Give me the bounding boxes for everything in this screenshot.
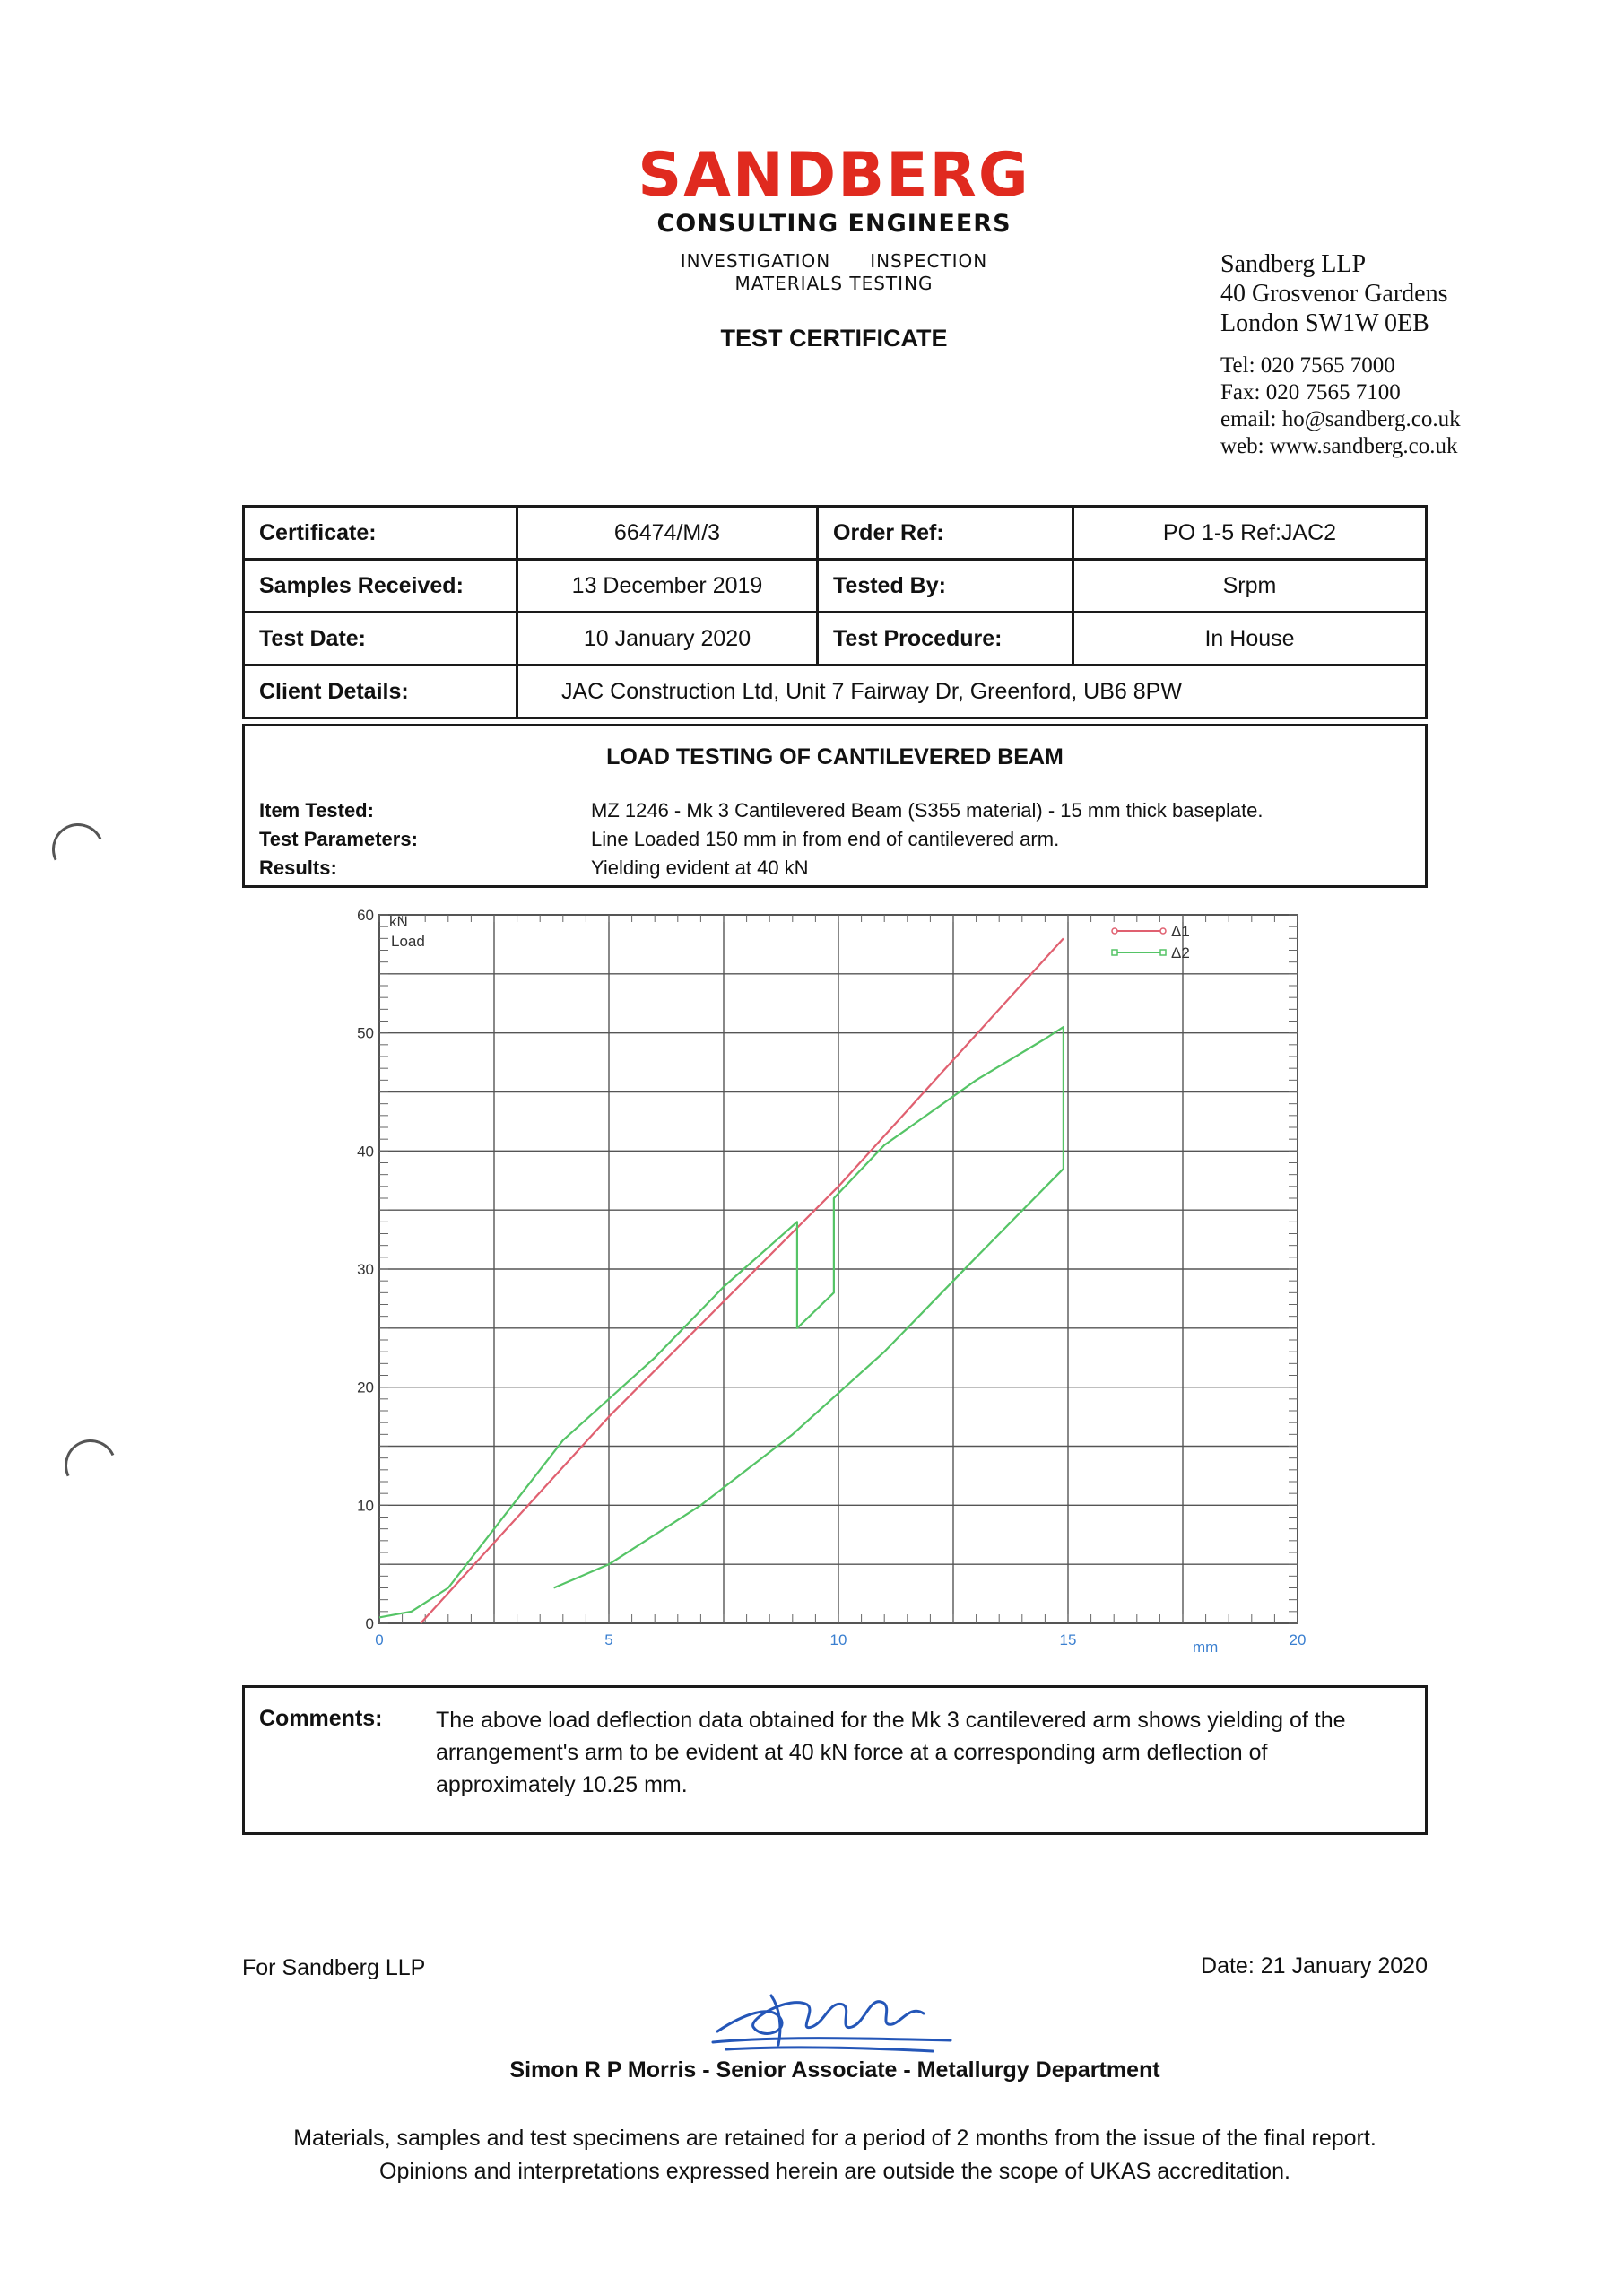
test-date-value: 10 January 2020 <box>517 613 818 665</box>
chart-series <box>379 938 1064 1623</box>
footer-note-2: Opinions and interpretations expressed herein are outside the scope of UKAS accreditation. <box>379 2159 1290 2184</box>
footer-note-1: Materials, samples and test specimens are retained for a period of 2 months from the issue of the final report. <box>293 2126 1376 2151</box>
series-line-1 <box>421 938 1064 1623</box>
legend-entry-1: Δ1 <box>1171 923 1190 940</box>
address-line-2: 40 Grosvenor Gardens <box>1220 280 1448 308</box>
x-unit-label: mm <box>1193 1639 1219 1656</box>
address-block <box>1220 249 1448 338</box>
company-name: SANDBERG <box>638 140 1030 211</box>
contact-web: web: www.sandberg.co.uk <box>1220 434 1458 458</box>
test-heading: LOAD TESTING OF CANTILEVERED BEAM <box>606 744 1064 770</box>
test-parameters-value: Line Loaded 150 mm in from end of cantilevered arm. <box>591 828 1060 850</box>
x-tick-label: 0 <box>375 1631 384 1648</box>
table-row <box>244 507 1427 560</box>
y-tick-label: 10 <box>357 1497 374 1515</box>
service-inspection: INSPECTION <box>870 250 988 272</box>
legend-marker-1 <box>1160 928 1166 934</box>
order-ref-value: PO 1-5 Ref:JAC2 <box>1073 507 1427 560</box>
table-row <box>244 613 1427 665</box>
test-date-label: Test Date: <box>244 613 517 665</box>
legend-marker-2 <box>1160 950 1166 955</box>
order-ref-label: Order Ref: <box>818 507 1073 560</box>
contact-tel: Tel: 020 7565 7000 <box>1220 353 1395 378</box>
document-title: TEST CERTIFICATE <box>720 325 948 352</box>
company-tagline: CONSULTING ENGINEERS <box>656 210 1012 238</box>
y-tick-label: 50 <box>357 1024 374 1042</box>
tested-by-value: Srpm <box>1073 560 1427 613</box>
test-details-box <box>242 724 1428 888</box>
test-parameters-label: Test Parameters: <box>259 828 418 850</box>
client-details-value: JAC Construction Ltd, Unit 7 Fairway Dr, Greenford, UB6 8PW <box>517 665 1427 718</box>
item-tested-value: MZ 1246 - Mk 3 Cantilevered Beam (S355 material) - 15 mm thick baseplate. <box>591 799 1264 822</box>
client-details-label: Client Details: <box>244 665 517 718</box>
test-procedure-label: Test Procedure: <box>818 613 1073 665</box>
series-line-2 <box>379 1027 1064 1617</box>
legend-marker-2 <box>1112 950 1117 955</box>
y-tick-label: 30 <box>357 1261 374 1278</box>
tested-by-label: Tested By: <box>818 560 1073 613</box>
y-tick-label: 0 <box>365 1615 374 1632</box>
contact-fax: Fax: 020 7565 7100 <box>1220 380 1401 404</box>
footer-notes <box>242 2122 1428 2188</box>
contact-block <box>1220 352 1461 460</box>
service-investigation: INVESTIGATION <box>680 250 831 272</box>
comments-label: Comments: <box>259 1706 383 1731</box>
results-label: Results: <box>259 857 337 879</box>
comments-box <box>242 1685 1428 1835</box>
table-row <box>244 560 1427 613</box>
x-tick-label: 5 <box>604 1631 613 1648</box>
test-procedure-value: In House <box>1073 613 1427 665</box>
services <box>538 250 1130 295</box>
contact-email: email: ho@sandberg.co.uk <box>1220 407 1461 431</box>
certificate-info-table <box>242 505 1428 719</box>
y-unit-label: kN <box>389 913 408 930</box>
y-tick-label: 60 <box>357 907 374 924</box>
signature <box>708 1978 960 2058</box>
service-materials-testing: MATERIALS TESTING <box>734 273 934 294</box>
samples-received-label: Samples Received: <box>244 560 517 613</box>
punch-hole-top <box>45 816 111 883</box>
address-line-3: London SW1W 0EB <box>1220 309 1429 337</box>
samples-received-value: 13 December 2019 <box>517 560 818 613</box>
table-row <box>244 665 1427 718</box>
chart-legend <box>1112 923 1190 961</box>
results-value: Yielding evident at 40 kN <box>591 857 809 879</box>
punch-hole-bottom <box>57 1432 124 1499</box>
certificate-value: 66474/M/3 <box>517 507 818 560</box>
certificate-label: Certificate: <box>244 507 517 560</box>
legend-marker-1 <box>1112 928 1117 934</box>
load-deflection-chart <box>332 906 1327 1668</box>
signatory: Simon R P Morris - Senior Associate - Metallurgy Department <box>509 2057 1160 2083</box>
x-tick-label: 10 <box>829 1631 847 1648</box>
y-tick-label: 20 <box>357 1378 374 1396</box>
issue-date: Date: 21 January 2020 <box>1201 1953 1428 1979</box>
legend-entry-2: Δ2 <box>1171 944 1190 961</box>
for-company: For Sandberg LLP <box>242 1955 426 1980</box>
y-tick-label: 40 <box>357 1143 374 1161</box>
y-axis-label: Load <box>391 933 425 950</box>
x-tick-label: 20 <box>1289 1631 1307 1648</box>
x-tick-label: 15 <box>1059 1631 1077 1648</box>
address-line-1: Sandberg LLP <box>1220 250 1367 278</box>
item-tested-label: Item Tested: <box>259 799 374 822</box>
company-logo <box>538 140 1130 295</box>
comments-text: The above load deflection data obtained for the Mk 3 cantilevered arm shows yielding of the arrangement's arm to be evident at 40 kN force at a corresponding arm deflection of approximately 10.25 mm. <box>436 1708 1346 1797</box>
